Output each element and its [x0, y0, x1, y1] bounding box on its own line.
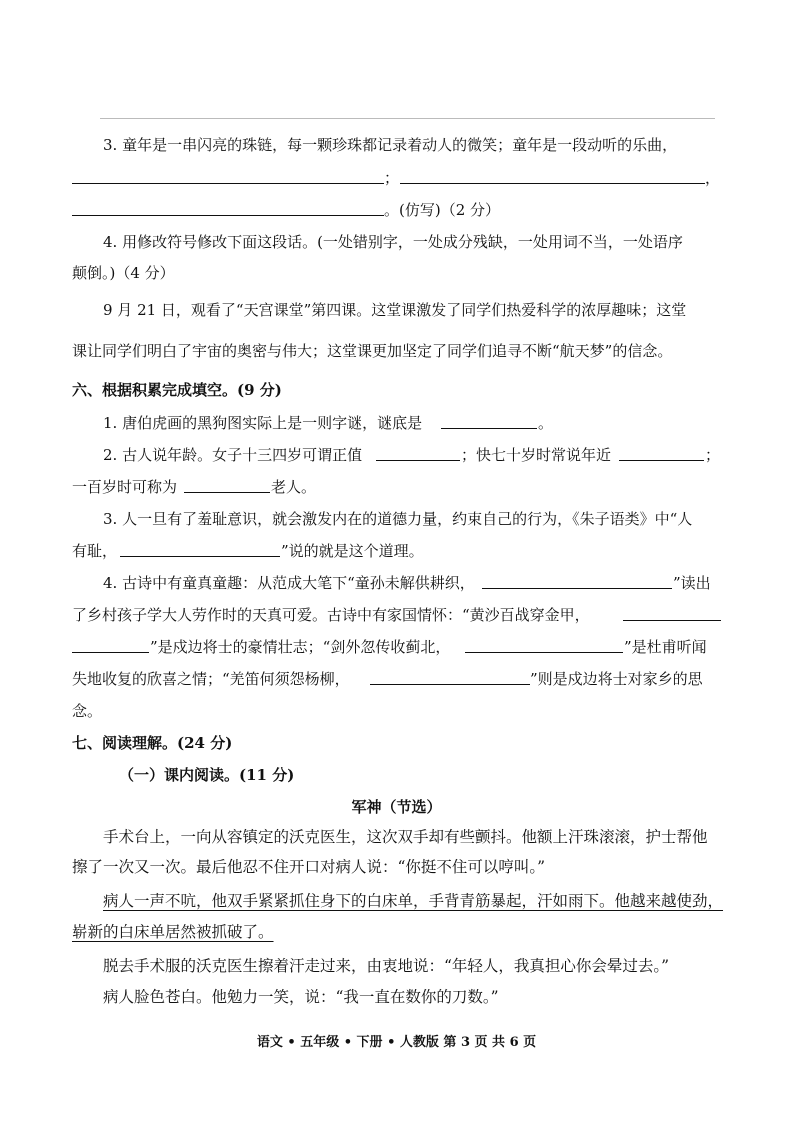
fill-blank[interactable]	[120, 556, 280, 557]
fill-blank[interactable]	[376, 460, 460, 461]
fill-blank[interactable]	[482, 588, 672, 589]
fill-blank[interactable]	[72, 183, 384, 184]
fill-blank[interactable]	[623, 620, 721, 621]
header-rule	[100, 118, 715, 119]
fill-blank[interactable]	[72, 215, 384, 216]
fill-blank[interactable]	[72, 652, 149, 653]
fill-blank[interactable]	[400, 183, 705, 184]
page-footer: 语文 • 五年级 • 下册 • 人教版 第 3 页 共 6 页	[256, 1035, 537, 1050]
fill-blank[interactable]	[370, 684, 530, 685]
fill-blank[interactable]	[619, 460, 704, 461]
fill-blank[interactable]	[465, 652, 623, 653]
fill-blank[interactable]	[184, 492, 270, 493]
fill-blank[interactable]	[441, 428, 537, 429]
passage-title: 军神（节选）	[351, 798, 442, 816]
